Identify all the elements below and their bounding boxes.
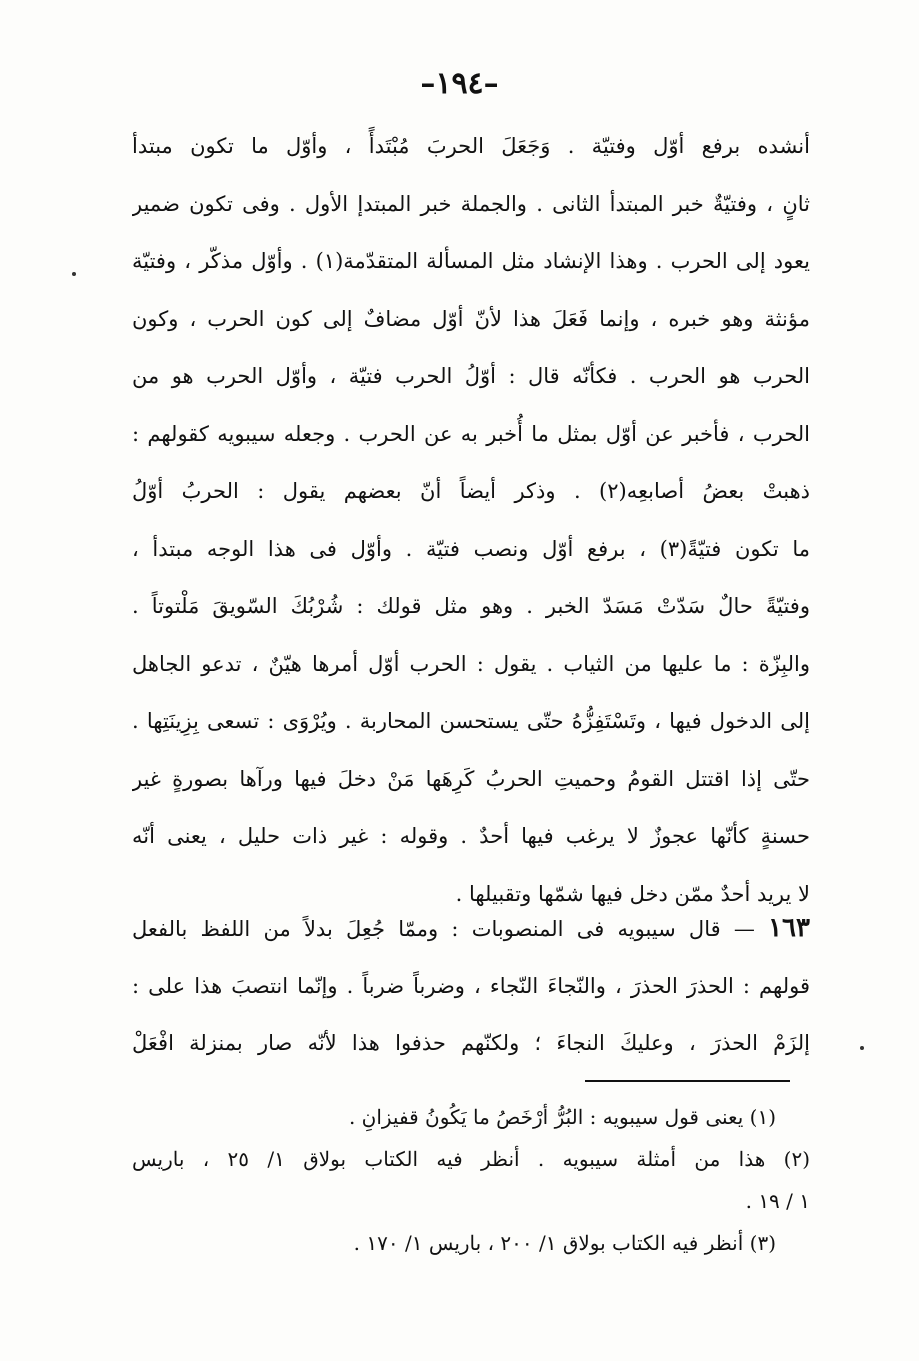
section-first-line bbox=[132, 900, 810, 958]
text-line: مؤنثة وهو خبره ، وإنما فَعَلَ هذا لأنّ أوّل مضافٌ إلى كون الحرب ، وكون bbox=[132, 306, 810, 331]
section-line: — قال سيبويه فى المنصوبات : وممّا جُعِلَ بدلاً من اللفظ بالفعل bbox=[132, 917, 755, 941]
text-line: أنشده برفع أوّل وفتيّة . وَجَعَلَ الحربَ مُبْتَدأً ، وأوّل ما تكون مبتدأ bbox=[132, 134, 810, 158]
text-line: إلى الدخول فيها ، وتَسْتَفِزُّهُ حتّى يستحسن المحاربة . ويُرْوَى : تسعى بِزِينَتِها . bbox=[132, 709, 810, 733]
footnote-2: (٢) هذا من أمثلة سيبويه . أنظر فيه الكتاب بولاق ١/ ٢٥ ، باريس bbox=[132, 1147, 810, 1171]
text-line: لا يريد أحدٌ ممّن دخل فيها شمّها وتقبيلها . bbox=[455, 881, 810, 906]
footnote-1: (١) يعنى قول سيبويه : البُرُّ أرْخَصُ ما يَكُونُ قفيزانِ . bbox=[348, 1105, 776, 1129]
text-line: والبِزّة : ما عليها من الثياب . يقول : الحرب أوّل أمرها هيّنٌ ، تدعو الجاهل bbox=[132, 651, 810, 676]
section-number: ١٦٣ bbox=[768, 913, 810, 943]
text-line: وفتيّةً حالٌ سَدّتْ مَسَدّ الخبر . وهو مثل قولك : شُرْبُكَ السّويقَ مَلْتوتاً . bbox=[132, 594, 810, 618]
text-line: الحرب ، فأخبر عن أوّل بمثل ما أُخبر به عن الحرب . وجعله سيبويه كقولهم : bbox=[132, 421, 810, 446]
page-number: –١٩٤– bbox=[420, 66, 499, 101]
footnote-3: (٣) أنظر فيه الكتاب بولاق ١/ ٢٠٠ ، باريس ١/ ١٧٠ . bbox=[353, 1231, 776, 1255]
text-line: حتّى إذا اقتتل القومُ وحميتِ الحربُ كَرِهَها مَنْ دخلَ فيها ورآها بصورةٍ غير bbox=[132, 766, 810, 791]
section-163 bbox=[132, 900, 810, 1073]
section-line: قولهم : الحذرَ الحذرَ ، والنّجاءَ النّجاء ، وضرباً ضرباً . وإنّما انتصبَ هذا على : bbox=[132, 973, 810, 998]
section-line: إلزَمْ الحذرَ ، وعليكَ النجاءَ ؛ ولكنّهم حذفوا هذا لأنّه صار بمنزلة افْعَلْ bbox=[132, 1031, 810, 1055]
text-line: ثانٍ ، وفتيّةٌ خبر المبتدأ الثانى . والجملة خبر المبتدإ الأول . وفى تكون ضمير bbox=[132, 191, 810, 216]
text-line: حسنةٍ كأنّها عجوزٌ لا يرغب فيها أحدٌ . وقوله : غير ذات حليل ، يعنى أنّه bbox=[132, 824, 810, 848]
text-line: ذهبتْ بعضُ أصابعِه(٢) . وذكر أيضاً أنّ بعضهم يقول : الحربُ أوّلُ bbox=[132, 479, 810, 503]
footnote-2-continued: ١ / ١٩ . bbox=[745, 1189, 810, 1213]
text-line: الحرب هو الحرب . فكأنّه قال : أوّلُ الحرب فتيّة ، وأوّل الحرب هو من bbox=[132, 364, 810, 388]
text-line: ما تكون فتيّةً(٣) ، برفع أوّل ونصب فتيّة . وأوّل فى هذا الوجه مبتدأ ، bbox=[132, 536, 810, 561]
main-text bbox=[132, 118, 810, 923]
margin-speck bbox=[72, 272, 76, 276]
margin-speck bbox=[860, 1046, 864, 1050]
footnote-divider bbox=[585, 1080, 790, 1082]
text-line: يعود إلى الحرب . وهذا الإنشاد مثل المسألة المتقدّمة(١) . وأوّل مذكّر ، وفتيّة bbox=[132, 249, 810, 273]
footnotes bbox=[132, 1096, 810, 1264]
